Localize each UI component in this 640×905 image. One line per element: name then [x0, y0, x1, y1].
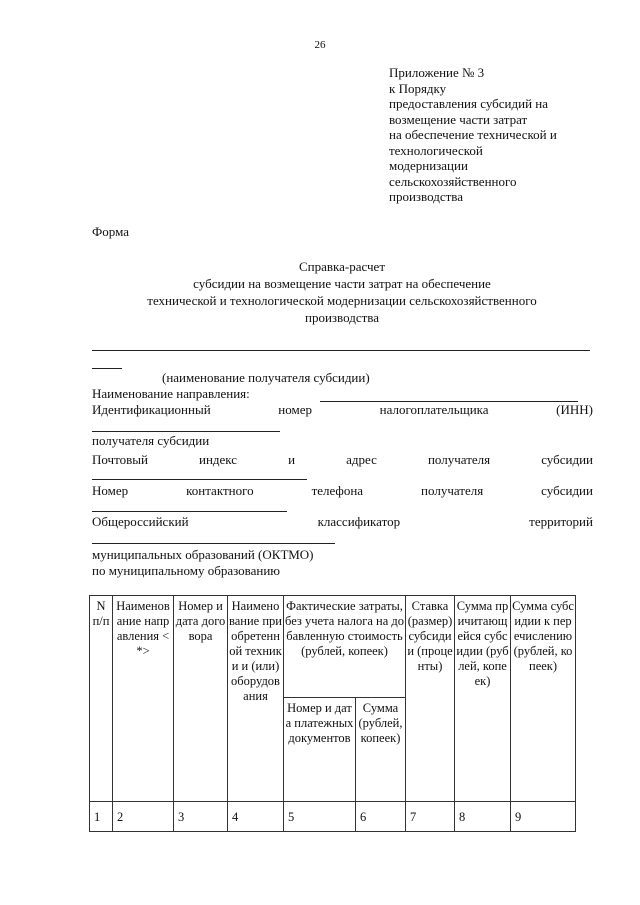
- calculation-table: [89, 595, 576, 832]
- direction-label: Наименование направления:: [92, 386, 250, 401]
- appendix-line: к Порядку: [389, 80, 447, 96]
- column-number: 4: [228, 802, 284, 832]
- oktmo-field[interactable]: [92, 543, 335, 544]
- column-number: 1: [90, 802, 113, 832]
- column-number: 5: [284, 802, 356, 832]
- appendix-line: на обеспечение технической и: [389, 127, 557, 142]
- appendix-line: модернизации: [389, 158, 468, 173]
- column-number: 3: [174, 802, 228, 832]
- phone-word: субсидии: [541, 483, 593, 498]
- appendix-header: [389, 65, 589, 205]
- header-cell-group: Фактические затраты, без учета налога на добавленную стоимость (рублей, копеек): [284, 596, 406, 698]
- header-cell: Номер и дата договора: [174, 596, 228, 802]
- phone-word: Номер: [92, 483, 129, 498]
- column-number: 2: [113, 802, 174, 832]
- form-label: Форма: [92, 224, 129, 239]
- phone-field[interactable]: [92, 511, 287, 512]
- column-number: 7: [406, 802, 455, 832]
- inn-word: номер: [278, 402, 312, 417]
- appendix-line: предоставления субсидий на: [389, 96, 549, 111]
- column-number: 6: [356, 802, 406, 832]
- oktmo-word: классификатор: [317, 514, 401, 529]
- postal-row: [92, 452, 593, 467]
- postal-word: Почтовый: [92, 452, 148, 467]
- phone-word: телефона: [311, 483, 364, 498]
- phone-row: [92, 483, 593, 498]
- title-line: производства: [304, 310, 380, 325]
- header-subcell: Номер и дата платежных документов: [284, 698, 356, 802]
- recipient-name-line-continued[interactable]: [92, 368, 122, 369]
- appendix-line: сельскохозяйственного: [389, 173, 517, 189]
- inn-suffix: получателя субсидии: [92, 433, 210, 448]
- appendix-line: производства: [389, 189, 464, 204]
- appendix-line: возмещение части затрат: [389, 111, 528, 127]
- postal-word: субсидии: [541, 452, 593, 467]
- title-line: технической и технологической модернизации сельскохозяйственного: [147, 293, 537, 308]
- header-cell: Наименование направления <*>: [113, 596, 174, 802]
- header-cell: Сумма причитающейся субсидии (рублей, копеек): [455, 596, 511, 802]
- title-line: субсидии на возмещение части затрат на обеспечение: [193, 276, 491, 291]
- appendix-line: Приложение № 3: [389, 65, 485, 80]
- header-cell: Наименование приобретенной техники и (или) оборудования: [228, 596, 284, 802]
- header-cell: N п/п: [90, 596, 113, 802]
- recipient-name-line[interactable]: [92, 350, 590, 351]
- phone-word: получателя: [421, 483, 484, 498]
- oktmo-word: Общероссийский: [92, 514, 189, 529]
- postal-word: и: [288, 452, 296, 467]
- phone-word: контактного: [186, 483, 254, 498]
- postal-address-field[interactable]: [92, 479, 307, 480]
- document-title: [92, 259, 592, 327]
- title-line: Справка-расчет: [298, 259, 386, 274]
- recipient-caption: (наименование получателя субсидии): [162, 370, 370, 385]
- page-number: 26: [314, 39, 326, 51]
- oktmo-line: муниципальных образований (ОКТМО): [92, 547, 314, 562]
- oktmo-row: [92, 514, 593, 529]
- appendix-line: технологической: [389, 142, 483, 158]
- header-cell: Сумма субсидии к перечислению (рублей, копеек): [511, 596, 576, 802]
- postal-word: индекс: [199, 452, 238, 467]
- postal-word: адрес: [346, 452, 377, 467]
- inn-row: [92, 402, 593, 417]
- header-cell: Ставка (размер) субсидии (проценты): [406, 596, 455, 802]
- oktmo-word: территорий: [529, 514, 593, 529]
- header-subcell: Сумма (рублей, копеек): [356, 698, 406, 802]
- inn-word: налогоплательщика: [379, 402, 489, 417]
- inn-word: Идентификационный: [92, 402, 211, 417]
- inn-field[interactable]: [92, 431, 280, 432]
- column-number: 8: [455, 802, 511, 832]
- column-number: 9: [511, 802, 576, 832]
- postal-word: получателя: [427, 452, 491, 467]
- oktmo-line: по муниципальному образованию: [92, 563, 281, 578]
- inn-word: (ИНН): [556, 402, 593, 417]
